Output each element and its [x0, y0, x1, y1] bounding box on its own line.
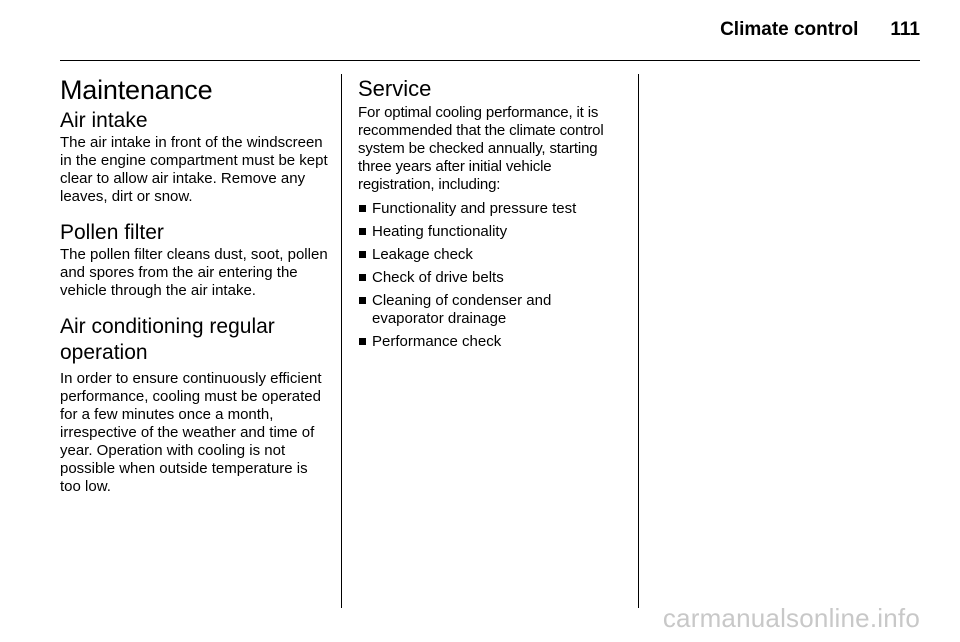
- ac-operation-heading: Air conditioning regular operation: [60, 315, 275, 364]
- list-item: Cleaning of condenser and evaporator drainage: [358, 292, 572, 328]
- bullet-square-icon: [359, 228, 366, 235]
- list-item: Check of drive belts: [358, 269, 628, 287]
- column-divider-left: [341, 74, 342, 608]
- service-heading: Service: [358, 76, 432, 101]
- pollen-filter-heading: Pollen filter: [60, 221, 164, 244]
- list-item: Functionality and pressure test: [358, 200, 628, 218]
- section-title: Climate control: [720, 19, 859, 40]
- column-divider-right: [638, 74, 639, 608]
- bullet-square-icon: [359, 205, 366, 212]
- bullet-square-icon: [359, 297, 366, 304]
- service-text: For optimal cooling performance, it is recommended that the climate control system be checked annually, starting three years after initial vehicle registration, including:: [358, 104, 604, 193]
- service-checklist: [358, 200, 628, 351]
- list-item: Leakage check: [358, 246, 628, 264]
- chapter-title: Maintenance: [60, 75, 213, 105]
- ac-operation-text: In order to ensure continuously efficient performance, cooling must be operated for a few minutes once a month, irrespective of the weather and time of year. Operation with cooling is not possible when outside temperature is too low.: [60, 370, 322, 495]
- list-item: Performance check: [358, 333, 628, 351]
- middle-column: [358, 74, 628, 356]
- pollen-filter-text: The pollen filter cleans dust, soot, pollen and spores from the air entering the vehicle through the air intake.: [60, 246, 328, 299]
- page-number: 111: [890, 19, 920, 40]
- list-item: Heating functionality: [358, 223, 628, 241]
- watermark: carmanualsonline.info: [662, 603, 920, 633]
- air-intake-heading: Air intake: [60, 109, 148, 132]
- air-intake-text: The air intake in front of the windscreen in the engine compartment must be kept clear to allow air intake. Remove any leaves, dirt or snow.: [60, 134, 328, 205]
- bullet-square-icon: [359, 338, 366, 345]
- header-rule: [60, 60, 920, 61]
- running-head: [720, 19, 920, 47]
- left-column: [60, 74, 332, 496]
- bullet-square-icon: [359, 274, 366, 281]
- bullet-square-icon: [359, 251, 366, 258]
